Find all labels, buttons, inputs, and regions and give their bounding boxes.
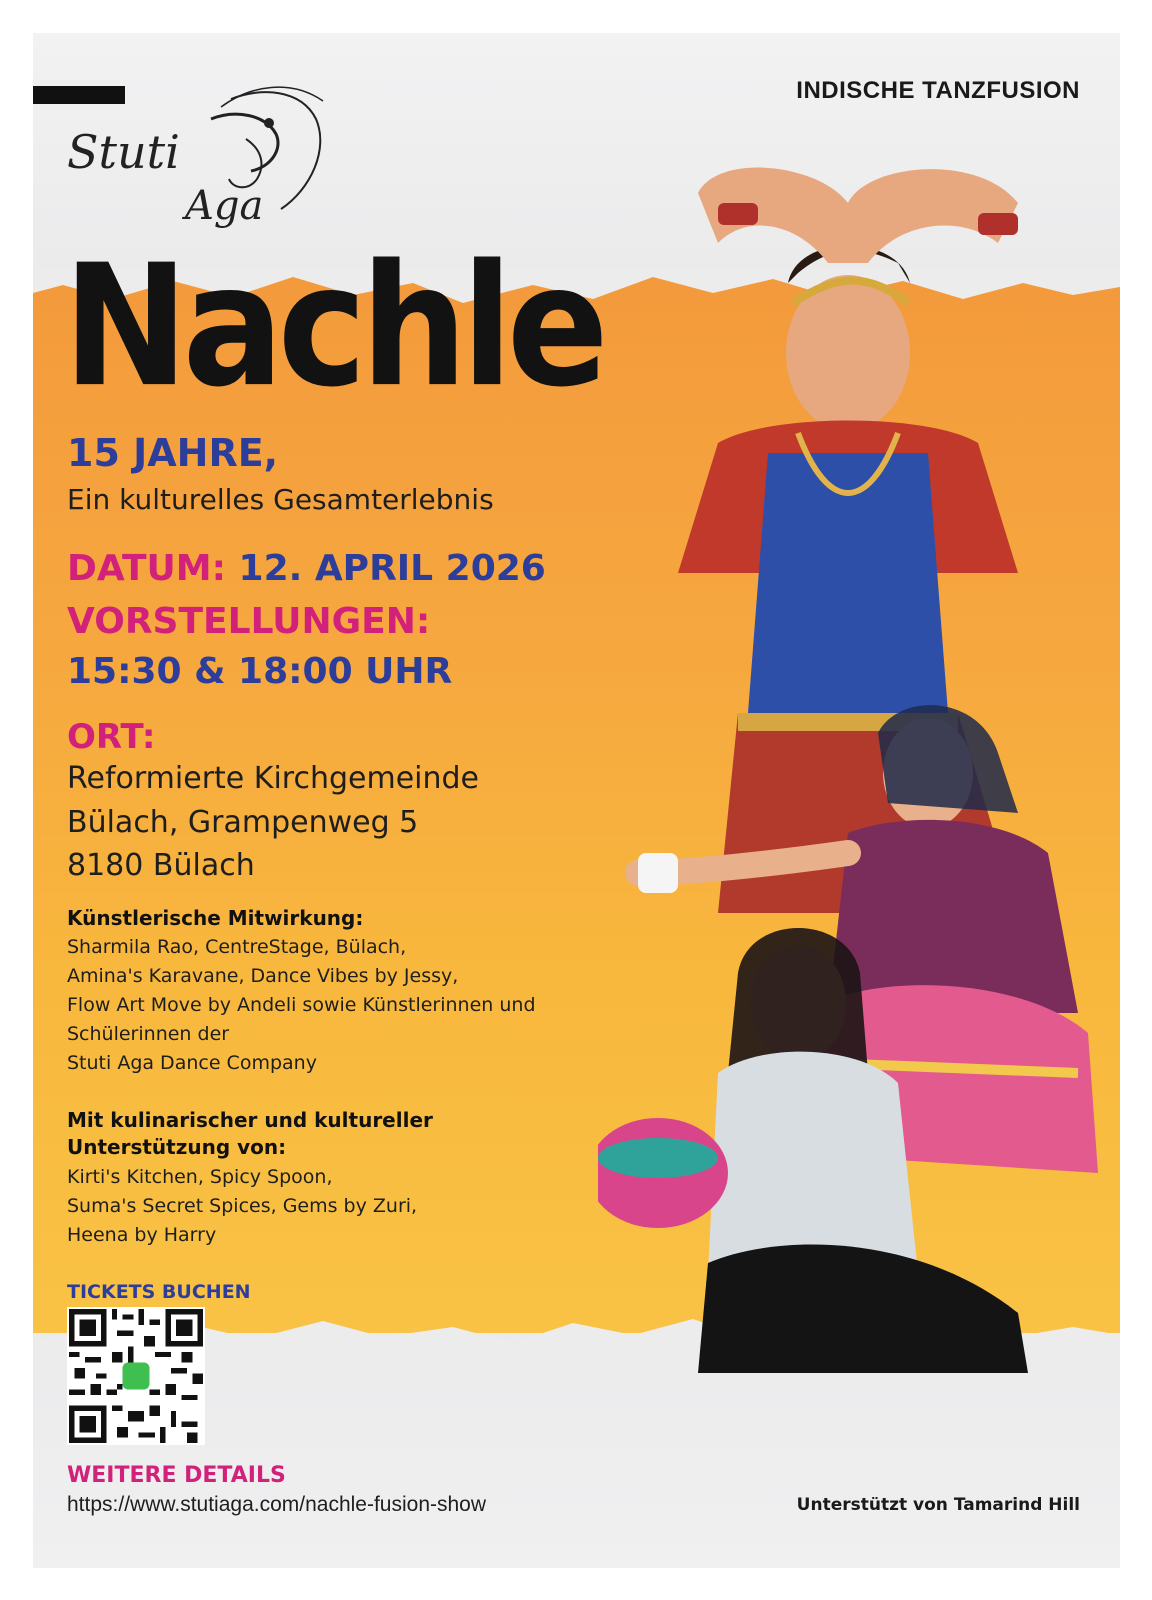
location-line: Bülach, Grampenweg 5 [67,805,419,840]
culinary-line: Suma's Secret Spices, Gems by Zuri, [67,1195,418,1217]
culinary-heading: Mit kulinarischer und kultureller [67,1108,433,1132]
shows-label: VORSTELLUNGEN: [67,601,431,642]
culinary-list [67,1163,417,1250]
event-title: Nachle [63,229,603,425]
tickets-label: TICKETS BUCHEN [67,1281,251,1303]
artists-line: Sharmila Rao, CentreStage, Bülach, [67,936,407,958]
artists-line: Amina's Karavane, Dance Vibes by Jessy, [67,965,459,987]
artists-list [67,933,536,1078]
date-row [67,548,546,589]
sponsor-text: Unterstützt von Tamarind Hill [796,1495,1080,1515]
artists-line: Flow Art Move by Andeli sowie Künstlerinnen und [67,994,536,1016]
logo-word-stuti: Stuti [67,125,180,179]
culinary-heading: Unterstützung von: [67,1135,287,1159]
location-line: Reformierte Kirchgemeinde [67,761,480,796]
artists-heading: Künstlerische Mitwirkung: [67,906,364,930]
location-label: ORT: [67,717,156,757]
event-poster [33,33,1120,1568]
date-value: 12. APRIL 2026 [238,548,546,589]
location-line: 8180 Bülach [67,848,255,883]
details-label: WEITERE DETAILS [67,1463,286,1488]
website-link[interactable]: https://www.stutiaga.com/nachle-fusion-show [67,1493,487,1516]
dancers-photo-icon [598,113,1108,1373]
culinary-line: Heena by Harry [67,1224,217,1246]
artists-line: Stuti Aga Dance Company [67,1052,317,1074]
category-label: INDISCHE TANZFUSION [796,77,1080,104]
artists-line: Schülerinnen der [67,1023,230,1045]
anniversary-text: 15 JAHRE, [67,431,279,475]
logo-word-aga: Aga [185,183,264,229]
qr-code-icon[interactable] [67,1307,205,1445]
event-subtitle: Ein kulturelles Gesamterlebnis [67,483,494,516]
culinary-line: Kirti's Kitchen, Spicy Spoon, [67,1166,333,1188]
date-label: DATUM: [67,548,226,589]
shows-times: 15:30 & 18:00 UHR [67,651,453,692]
